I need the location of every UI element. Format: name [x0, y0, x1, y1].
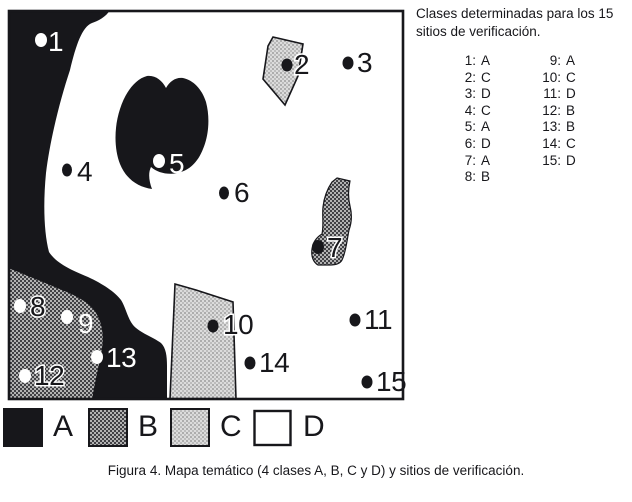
- site-result: [462, 103, 518, 120]
- site-class: B: [566, 102, 576, 118]
- site-dot-14: [245, 357, 256, 370]
- site-label-13: 13: [106, 342, 137, 373]
- site-dot-9: [61, 310, 73, 324]
- site-label-10: 10: [223, 309, 254, 340]
- site-label-5: 5: [169, 148, 185, 179]
- site-class: C: [481, 102, 491, 118]
- site-class: A: [481, 53, 491, 68]
- panel-title-line-2: sitios de verificación.: [416, 24, 541, 39]
- site-dot-15: [362, 376, 373, 389]
- site-dot-5: [153, 154, 165, 168]
- site-label-1: 1: [48, 26, 64, 57]
- site-label-7: 7: [327, 232, 343, 263]
- site-result: [462, 86, 518, 103]
- site-class: D: [481, 86, 491, 102]
- legend-item-a: [3, 406, 73, 448]
- results-column-2: [540, 53, 576, 186]
- site-number: 7:: [464, 152, 476, 168]
- site-label-3: 3: [357, 47, 373, 78]
- legend-swatch-b: [88, 408, 128, 447]
- legend-item-b: [88, 406, 158, 448]
- site-result: [462, 169, 518, 186]
- site-result: [462, 119, 518, 136]
- site-class: B: [566, 119, 576, 135]
- site-number: 12:: [542, 102, 561, 118]
- site-dot-4: [62, 164, 72, 177]
- site-number: 15:: [542, 152, 561, 168]
- site-result: [462, 53, 518, 70]
- site-number: 6:: [464, 135, 476, 151]
- site-label-9: 9: [78, 308, 94, 339]
- site-class: D: [481, 135, 491, 151]
- site-result: [540, 153, 576, 170]
- site-number: 10:: [542, 69, 561, 85]
- site-dot-3: [343, 57, 354, 70]
- site-result: [540, 53, 576, 70]
- site-dot-7: [312, 240, 324, 254]
- site-number: 3:: [464, 86, 476, 102]
- site-result: [462, 153, 518, 170]
- site-dot-6: [219, 187, 229, 200]
- site-label-4: 4: [77, 156, 93, 187]
- site-number: 4:: [464, 102, 476, 118]
- site-dot-2: [282, 59, 293, 72]
- site-dot-13: [91, 350, 103, 364]
- legend-swatch-c: [170, 408, 210, 447]
- site-number: 5:: [464, 119, 476, 135]
- site-class: B: [481, 169, 491, 185]
- results-panel: [416, 5, 630, 186]
- site-number: 8:: [464, 169, 476, 185]
- legend-swatch-a: [3, 408, 43, 447]
- site-number: 11:: [543, 86, 561, 102]
- site-result: [540, 136, 576, 153]
- legend-label-c: C: [220, 410, 242, 443]
- site-label-12: 12: [34, 360, 65, 391]
- site-class: A: [481, 152, 491, 168]
- results-column-1: [462, 53, 518, 186]
- site-number: 9:: [549, 53, 561, 68]
- site-results-list: [416, 53, 630, 186]
- site-class: C: [566, 135, 576, 151]
- site-label-14: 14: [259, 347, 290, 378]
- site-class: A: [566, 53, 576, 68]
- site-label-15: 15: [376, 366, 407, 397]
- site-result: [540, 70, 576, 87]
- region-class-c-trapezoid: [170, 284, 236, 399]
- legend-item-c: [170, 406, 241, 448]
- site-number: 14:: [542, 135, 561, 151]
- panel-title: [416, 5, 630, 41]
- site-class: C: [481, 69, 491, 85]
- panel-title-line-1: Clases determinadas para los 15: [416, 6, 614, 21]
- site-number: 2:: [464, 69, 476, 85]
- legend-item-d: [253, 406, 324, 448]
- legend-label-a: A: [53, 410, 73, 443]
- site-number: 1:: [464, 53, 476, 68]
- site-class: D: [566, 86, 576, 102]
- site-class: D: [566, 152, 576, 168]
- site-dot-8: [14, 299, 26, 313]
- site-label-2: 2: [294, 49, 310, 80]
- site-class: A: [481, 119, 491, 135]
- site-result: [462, 70, 518, 87]
- legend-swatch-d: [253, 408, 293, 447]
- site-result: [462, 136, 518, 153]
- site-label-8: 8: [30, 291, 46, 322]
- site-result: [540, 103, 576, 120]
- site-label-11: 11: [364, 304, 393, 335]
- site-number: 13:: [542, 119, 561, 135]
- site-dot-12: [19, 369, 31, 383]
- site-result: [540, 86, 576, 103]
- site-dot-10: [208, 320, 219, 333]
- site-dot-11: [350, 314, 361, 327]
- site-dot-1: [35, 33, 47, 47]
- figure-caption: Figura 4. Mapa temático (4 clases A, B, C y D) y sitios de verificación.: [107, 463, 525, 478]
- site-class: C: [566, 69, 576, 85]
- site-result: [540, 119, 576, 136]
- legend-label-d: D: [303, 410, 325, 443]
- site-label-6: 6: [234, 177, 250, 208]
- legend-label-b: B: [138, 410, 158, 443]
